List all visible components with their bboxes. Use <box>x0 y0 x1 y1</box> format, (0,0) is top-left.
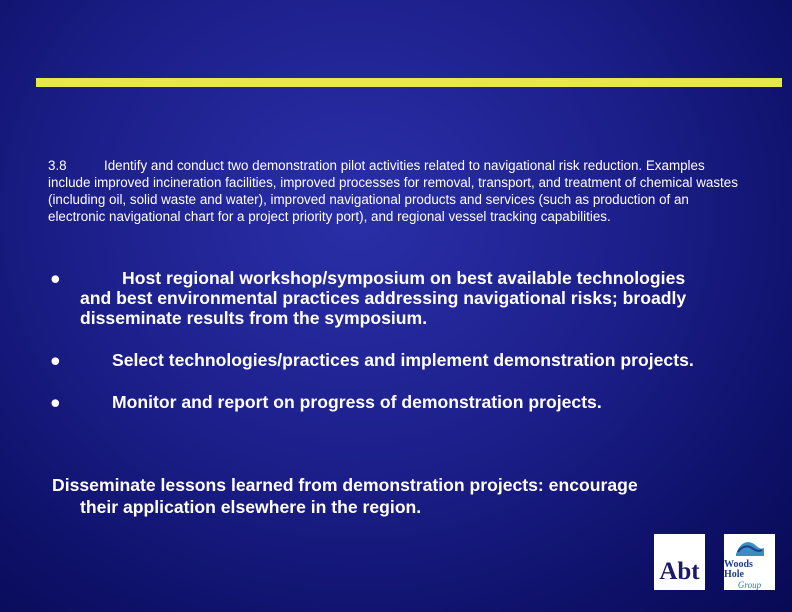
wave-icon <box>734 538 766 558</box>
bullet-text-rest: technologies and best environmental practices addressing navigational risks; broadly disseminate results from the symposium. <box>80 268 687 328</box>
bullet-icon: ● <box>50 268 61 288</box>
bullet-list <box>50 268 710 412</box>
closing-statement <box>52 474 742 518</box>
woods-hole-sub: Group <box>737 580 762 590</box>
bullet-text-rest: projects. <box>620 350 694 370</box>
closing-line-1: Disseminate lessons learned from demonstration projects: encourage <box>52 475 638 495</box>
intro-number: 3.8 <box>48 158 67 173</box>
bullet-text-first: Select technologies/practices and implement demonstration <box>112 350 616 370</box>
bullet-icon: ● <box>50 350 61 370</box>
accent-rule <box>36 78 782 87</box>
intro-text: Identify and conduct two demonstration pilot activities related to navigational risk reduction. Examples include improved incineration facilities, improved processes for removal, transport, and treatment of chemical wastes (including oil, solid waste and water), improved navigational products and services (such as production of an electronic navigational chart for a project priority port), and regional vessel tracking capabilities. <box>48 158 738 224</box>
abt-logo <box>654 534 705 590</box>
bullet-item <box>50 268 710 328</box>
woods-hole-group-logo <box>724 534 775 590</box>
bullet-item <box>50 350 710 370</box>
closing-line-2: their application elsewhere in the region. <box>80 497 422 517</box>
woods-hole-name: Woods Hole <box>724 559 753 580</box>
bullet-icon: ● <box>50 392 61 412</box>
bullet-item <box>50 392 710 412</box>
abt-logo-text: Abt <box>659 558 700 585</box>
bullet-text-first: Host regional workshop/symposium on best available <box>122 268 572 288</box>
intro-paragraph <box>48 157 738 225</box>
bullet-text-first: Monitor and report on progress of demonstration projects. <box>112 392 602 412</box>
